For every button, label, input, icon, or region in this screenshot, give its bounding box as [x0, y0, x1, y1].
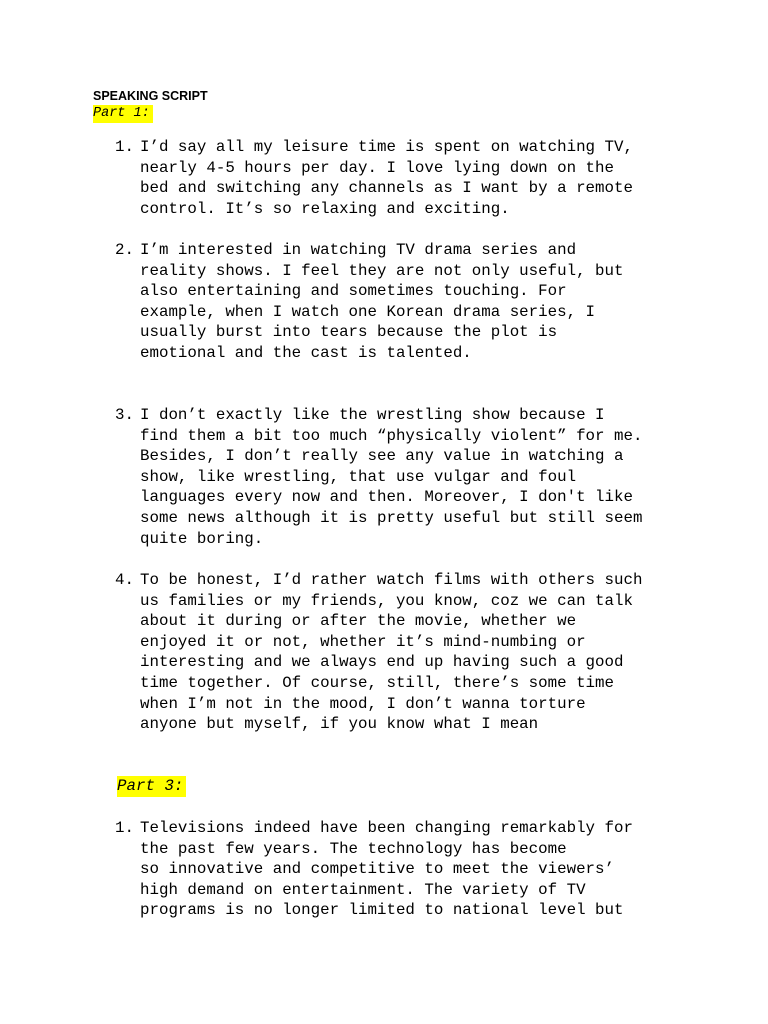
item-line: interesting and we always end up having such a good: [140, 653, 624, 672]
part-1-item-4: [115, 570, 715, 735]
item-line: us families or my friends, you know, coz we can talk: [140, 591, 633, 610]
item-line: also entertaining and sometimes touching. For: [140, 282, 567, 301]
part-3-heading: [117, 776, 186, 796]
item-line: I don’t exactly like the wrestling show because I: [140, 406, 605, 424]
item-line: example, when I watch one Korean drama series, I: [140, 302, 596, 321]
item-number: 4.: [115, 571, 134, 589]
item-number: 2.: [115, 241, 134, 259]
item-line: about it during or after the movie, whether we: [140, 612, 577, 631]
item-line: when I’m not in the mood, I don’t wanna torture: [140, 694, 586, 713]
item-line: quite boring.: [140, 529, 264, 548]
item-line: anyone but myself, if you know what I mean: [140, 715, 539, 734]
item-line: emotional and the cast is talented.: [140, 343, 472, 362]
item-line: To be honest, I’d rather watch films with others such: [140, 571, 643, 589]
document-title: SPEAKING SCRIPT: [93, 89, 208, 103]
part-1-item-3: [115, 405, 715, 549]
item-line: Besides, I don’t really see any value in watching a: [140, 447, 624, 466]
part-1-item-2: [115, 240, 715, 364]
part-3-heading-text: Part 3:: [117, 776, 186, 797]
item-number: 1.: [115, 138, 134, 156]
item-line: bed and switching any channels as I want by a remote: [140, 179, 633, 198]
item-line: high demand on entertainment. The variety of TV: [140, 880, 586, 899]
part-1-heading-text: Part 1:: [93, 105, 153, 123]
item-line: control. It’s so relaxing and exciting.: [140, 199, 510, 218]
part-1-item-1: [115, 137, 715, 219]
item-line: some news although it is pretty useful but still seem: [140, 508, 643, 527]
item-line: I’d say all my leisure time is spent on watching TV,: [140, 138, 633, 156]
part-1-heading: [93, 105, 153, 122]
item-line: I’m interested in watching TV drama series and: [140, 241, 577, 259]
item-line: programs is no longer limited to national level but: [140, 901, 624, 920]
item-number: 1.: [115, 819, 134, 837]
item-line: find them a bit too much “physically violent” for me.: [140, 426, 643, 445]
part-3-item-1: [115, 818, 715, 921]
item-line: show, like wrestling, that use vulgar and foul: [140, 467, 577, 486]
item-line: usually burst into tears because the plot is: [140, 323, 558, 342]
item-number: 3.: [115, 406, 134, 424]
item-line: the past few years. The technology has become: [140, 839, 567, 858]
item-line: nearly 4-5 hours per day. I love lying down on the: [140, 158, 614, 177]
item-line: Televisions indeed have been changing remarkably for: [140, 819, 633, 837]
item-line: languages every now and then. Moreover, I don't like: [140, 488, 633, 507]
item-line: time together. Of course, still, there’s some time: [140, 673, 614, 692]
item-line: enjoyed it or not, whether it’s mind-numbing or: [140, 632, 586, 651]
item-line: so innovative and competitive to meet the viewers’: [140, 860, 614, 879]
item-line: reality shows. I feel they are not only useful, but: [140, 261, 624, 280]
